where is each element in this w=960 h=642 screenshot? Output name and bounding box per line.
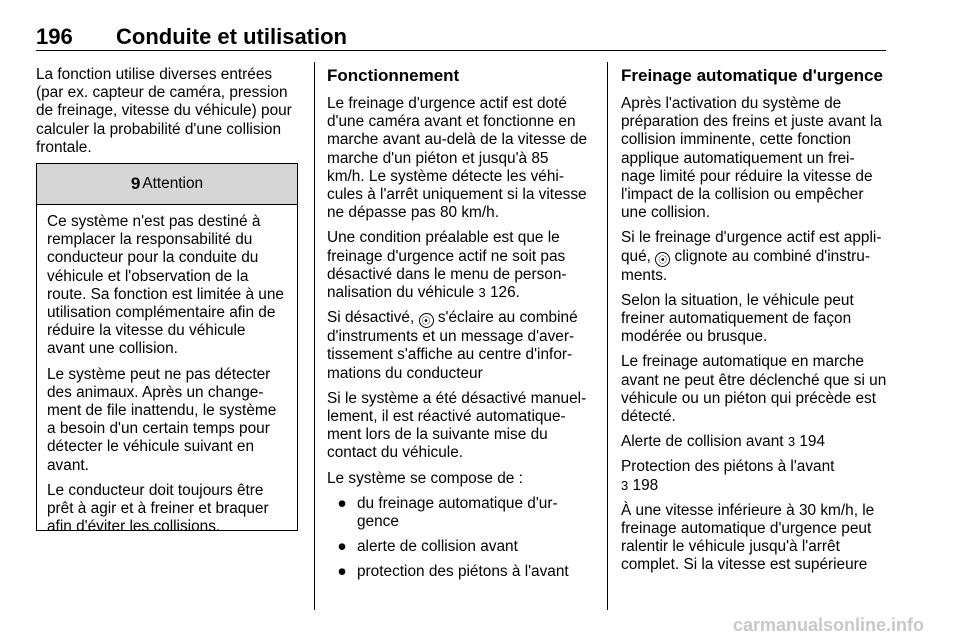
attention-paragraph: Ce système n'est pas destiné à remplacer la responsabilité du conducteur pour la conduite du véhicule et l'observation de la route. Sa fonction est limitée à une utilisation complémentaire afin de réduire la vitesse du véhicule avant une collision. — [47, 213, 284, 358]
paragraph-text: Une condition préalable est que le freinage d'urgence actif ne soit pas désactivé dans le menu de person-nalisation du véhicule — [327, 229, 567, 302]
paragraph: Le freinage d'urgence actif est doté d'une caméra avant et fonctionne en marche avant au-delà de la vitesse de marche d'un piéton et jusqu'à 85 km/h. Le système détecte les véhi-cules à l'arrêt uniquement si la vitesse ne dépasse pas 80 km/h. — [327, 95, 588, 222]
list-item — [327, 538, 589, 556]
paragraph — [621, 458, 887, 494]
paragraph — [327, 229, 589, 302]
paragraph-text: clignote au combiné d'instru-ments. — [621, 247, 870, 284]
collision-system-icon: ⦿ — [655, 252, 670, 267]
paragraph: Le système se compose de : — [327, 469, 523, 487]
header-rule — [36, 50, 886, 51]
column-3 — [621, 66, 887, 582]
section-heading: Freinage automatique d'urgence — [621, 66, 883, 85]
column-divider — [607, 62, 608, 610]
watermark: carmanualsonline.info — [732, 615, 924, 635]
page-ref-arrow-icon: 3 — [621, 477, 629, 493]
bullet: ● — [337, 538, 347, 556]
page-header — [36, 20, 886, 52]
attention-body — [37, 205, 297, 536]
paragraph: À une vitesse inférieure à 30 km/h, le freinage automatique d'urgence peut ralentir le véhicule jusqu'à l'arrêt complet. Si la vitesse est supérieure — [621, 501, 875, 574]
warning-triangle-icon: 9 — [130, 174, 141, 193]
bullet: ● — [337, 563, 347, 581]
bullet: ● — [337, 494, 347, 512]
page-ref-arrow-icon: 3 — [478, 285, 486, 301]
paragraph — [621, 433, 887, 451]
page-ref-arrow-icon: 3 — [787, 434, 796, 450]
page-ref-link[interactable]: 194 — [799, 433, 826, 451]
collision-system-icon: ⦿ — [419, 313, 434, 328]
section-heading: Fonctionnement — [327, 66, 460, 85]
paragraph: Le freinage automatique en marche avant ne peut être déclenché que si un véhicule ou un piéton qui précède est détecté. — [621, 353, 887, 426]
paragraph-text: s'éclaire au combiné d'instruments et un message d'aver-tissement s'affiche au centre d'infor-mations du conducteur — [327, 309, 578, 382]
paragraph: Selon la situation, le véhicule peut freiner automatiquement de façon modérée ou brusque. — [621, 291, 854, 346]
paragraph-text: Protection des piétons à l'avant — [621, 458, 835, 476]
column-2 — [327, 66, 589, 589]
paragraph — [327, 309, 589, 383]
page-ref-link[interactable]: 198 — [632, 476, 659, 494]
column-divider — [314, 62, 315, 610]
list-item-text: protection des piétons à l'avant — [357, 563, 569, 581]
page-ref-link[interactable]: 126. — [489, 284, 520, 302]
attention-paragraph: Le conducteur doit toujours être prêt à agir et à freiner et braquer afin d'éviter les collisions. — [47, 481, 269, 536]
column-1 — [36, 66, 298, 164]
paragraph: Après l'activation du système de préparation des freins et juste avant la collision imminente, cette fonction applique automatiquement un frei-nage limité pour réduire la vitesse de l'impact de la collision ou empêcher une collision. — [621, 95, 882, 222]
attention-label: Attention — [142, 175, 204, 192]
attention-paragraph: Le système peut ne pas détecter des animaux. Après un change-ment de file inattendu, le système a besoin d'un certain temps pour détecter le véhicule suivant en avant. — [47, 365, 277, 474]
attention-box — [36, 163, 298, 536]
paragraph: Si le système a été désactivé manuel-lement, il est réactivé automatique-ment lors de la suivante mise du contact du véhicule. — [327, 389, 587, 462]
list-item — [327, 563, 589, 581]
list-item-text: du freinage automatique d'ur-gence — [357, 494, 558, 531]
paragraph-text: Alerte de collision avant — [621, 433, 784, 451]
attention-header — [37, 164, 297, 205]
list-item — [327, 495, 589, 531]
intro-paragraph: La fonction utilise diverses entrées (par ex. capteur de caméra, pression de freinage, vitesse du véhicule) pour calculer la probabilité d'une collision frontale. — [36, 66, 292, 156]
page-number: 196 — [36, 24, 73, 49]
paragraph-text: Si le freinage d'urgence actif est appli-qué, — [621, 229, 882, 265]
paragraph — [621, 229, 887, 284]
list-item-text: alerte de collision avant — [357, 538, 518, 556]
paragraph-text: Si désactivé, — [327, 309, 415, 327]
chapter-title: Conduite et utilisation — [116, 24, 347, 49]
